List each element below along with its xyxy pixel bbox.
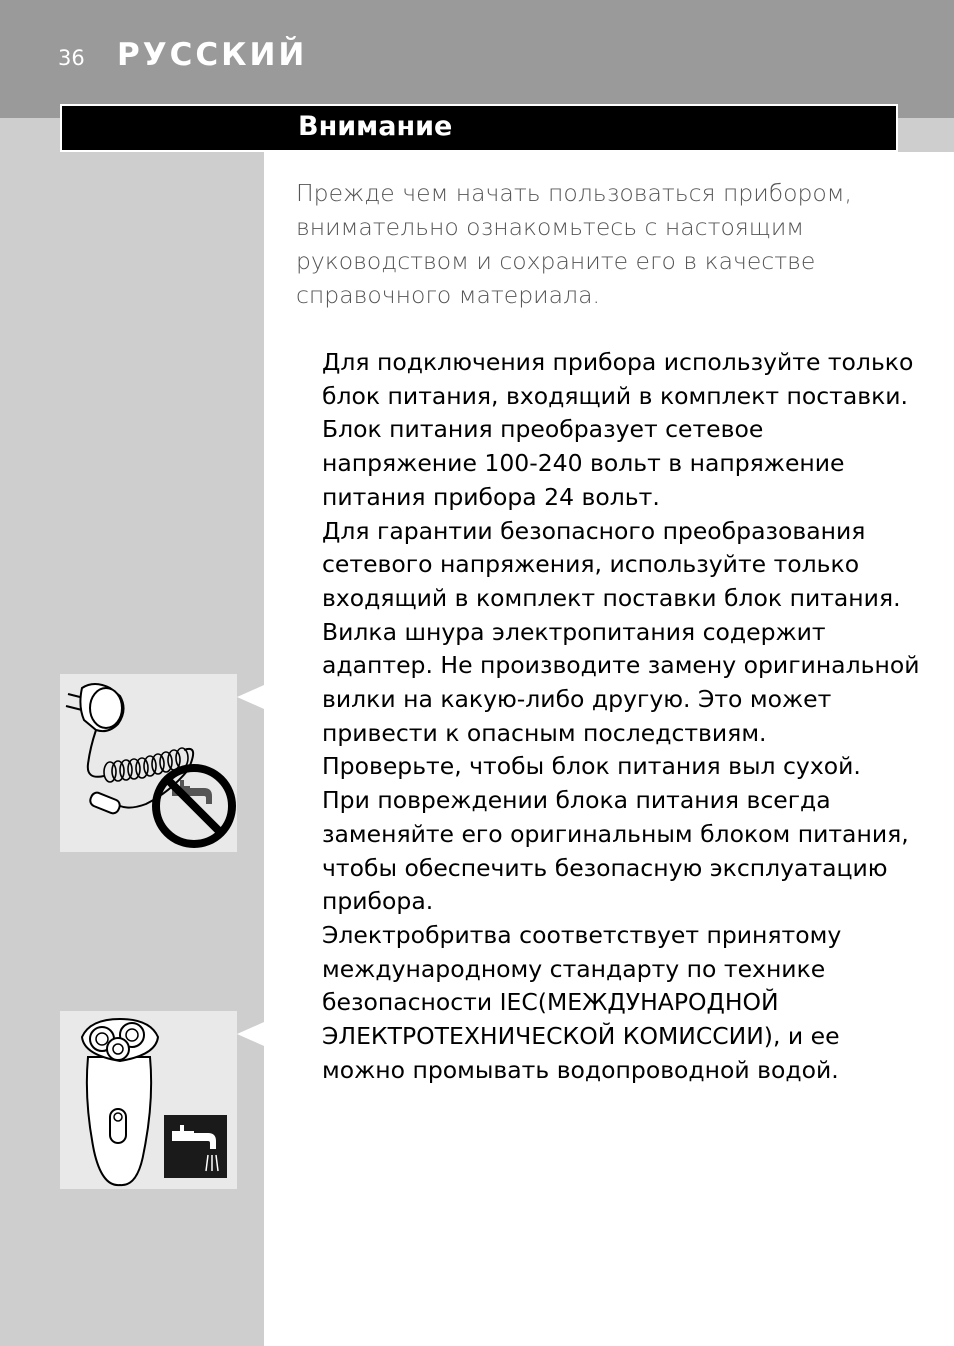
shaver-icon xyxy=(60,1011,237,1189)
warning-item: Проверьте, чтобы блок питания выл сухой. xyxy=(322,752,861,781)
shaver-water-safe-illustration xyxy=(60,1011,237,1189)
water-tap-icon xyxy=(164,1115,227,1178)
figure-pointer xyxy=(237,685,264,709)
warning-item: При повреждении блока питания всегда заменяйте его оригинальным блоком питания, чтобы обеспечить безопасную эксплуатацию прибора. xyxy=(322,786,909,916)
intro-paragraph: Прежде чем начать пользоваться прибором, внимательно ознакомьтесь с настоящим руководством и сохраните его в качестве справочного материала. xyxy=(296,179,852,309)
no-water-icon xyxy=(156,768,232,844)
power-adapter-no-water-illustration xyxy=(60,674,237,852)
section-header-bar xyxy=(60,104,898,152)
figure-pointer xyxy=(237,1022,264,1046)
warning-item: Блок питания преобразует сетевое напряжение 100-240 вольт в напряжение питания прибора 24 вольт. xyxy=(322,415,845,511)
warning-item: Электробритва соответствует принятому международному стандарту по технике безопасности IEC(МЕЖДУНАРОДНОЙ ЭЛЕКТРОТЕХНИЧЕСКОЙ КОМИССИИ), и ее можно промывать водопроводной водой. xyxy=(322,920,842,1084)
warning-item: Для гарантии безопасного преобразования сетевого напряжения, используйте только входящий в комплект поставки блок питания. xyxy=(322,516,901,612)
warning-item: Для подключения прибора используйте только блок питания, входящий в комплект поставки. xyxy=(322,348,914,410)
language-title: РУССКИЙ xyxy=(117,37,308,73)
power-adapter-icon xyxy=(60,674,237,852)
right-gray-strip xyxy=(897,118,954,152)
section-title: Внимание xyxy=(298,111,453,142)
warning-item: Вилка шнура электропитания содержит адаптер. Не производите замену оригинальной вилки на какую-либо другую. Это может привести к опасным последствиям. xyxy=(322,617,920,747)
warnings-list xyxy=(322,346,922,1087)
header-band xyxy=(0,0,954,118)
page-number: 36 xyxy=(58,46,85,70)
